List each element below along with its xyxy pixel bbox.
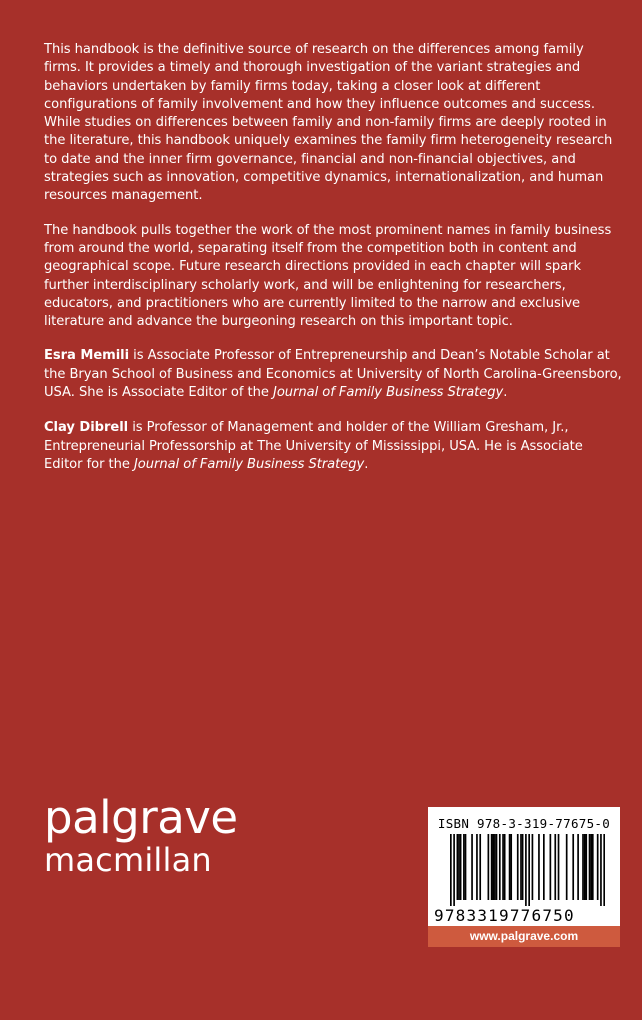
- blurb-paragraph-1: This handbook is the definitive source of research on the differences among family firms. It provides a timely and thorough investigation of the variant strategies and behaviors undertaken by family firms today, taking a closer look at different configurations of family involvement and how they influence outcomes and success. While studies on differences between family and non-family firms are deeply rooted in the literature, this handbook uniquely examines the family firm heterogeneity research to date and the inner firm governance, financial and non-financial objectives, and strategies such as innovation, competitive dynamics, internationalization, and human resources management.: [44, 42, 613, 204]
- barcode-bar: [603, 834, 605, 906]
- barcode-bar: [525, 834, 527, 906]
- barcode-bar: [577, 834, 579, 900]
- barcode-bar: [528, 834, 530, 906]
- author-bio-1-end: .: [503, 385, 508, 401]
- barcode-bar: [566, 834, 568, 900]
- barcode-bar: [585, 834, 587, 900]
- publisher-logo: [44, 791, 238, 879]
- barcode-bar: [589, 834, 591, 900]
- barcode-bar: [509, 834, 511, 900]
- author-bio-1-text: is Associate Professor of Entrepreneurship and Dean’s Notable Scholar at the Bryan School of Business and Economics at University of North Carolina-Greensboro, USA. She is Associate Editor of the: [44, 348, 622, 401]
- barcode-bar: [453, 834, 455, 906]
- publisher-url[interactable]: www.palgrave.com: [428, 926, 620, 947]
- barcode-bar: [502, 834, 504, 900]
- barcode-bar: [590, 834, 592, 900]
- barcode-bar: [517, 834, 519, 900]
- barcode-bar: [457, 834, 459, 900]
- barcode-bar: [582, 834, 584, 900]
- publisher-logo-line-2: macmillan: [44, 841, 212, 879]
- barcode-bar: [550, 834, 552, 900]
- barcode-bar: [496, 834, 498, 900]
- barcode-bar: [458, 834, 460, 900]
- author-bio-2-text: is Professor of Management and holder of the William Gresham, Jr., Entrepreneurial Professorship at The University of Mississippi, USA. He is Associate Editor for the: [44, 420, 583, 472]
- back-cover-blurb: [44, 41, 624, 491]
- barcode-bar: [572, 834, 574, 900]
- barcode-bar: [463, 834, 465, 900]
- author-bio-1: [44, 347, 624, 402]
- blurb-paragraph-2: The handbook pulls together the work of the most prominent names in family business from around the world, separating itself from the competition both in content and geographical scope. Future research directions provided in each chapter will spark further interdisciplinary scholarly work, and will be enlightening for researchers, educators, and practitioners who are currently limited to the narrow and exclusive literature and advance the burgeoning research on this important topic.: [44, 222, 612, 330]
- barcode-bar: [543, 834, 545, 900]
- barcode-bar: [476, 834, 478, 900]
- barcode-bar: [520, 834, 522, 900]
- barcode-bar: [592, 834, 594, 900]
- barcode-bar: [584, 834, 586, 900]
- barcode-bar: [538, 834, 540, 900]
- barcode-bar: [499, 834, 501, 900]
- barcode-bar: [492, 834, 494, 900]
- barcode-bar: [504, 834, 506, 900]
- barcode-bar: [450, 834, 452, 906]
- isbn-label: ISBN 978-3-319-77675-0: [437, 816, 611, 831]
- isbn-barcode: [428, 807, 620, 926]
- author-name-1: Esra Memili: [44, 348, 130, 364]
- publisher-logo-line-1: palgrave: [44, 791, 238, 844]
- barcode-bar: [522, 834, 524, 900]
- barcode-bar: [558, 834, 560, 900]
- barcode-bar: [510, 834, 512, 900]
- barcode-bar: [465, 834, 467, 900]
- barcode-bar: [532, 834, 534, 900]
- barcode-bar: [460, 834, 462, 900]
- author-bio-2-end: .: [364, 456, 369, 472]
- barcode-bar: [488, 834, 490, 900]
- barcode-bar: [597, 834, 599, 900]
- ean-digits: 9783319776750: [434, 906, 575, 925]
- author-name-2: Clay Dibrell: [44, 420, 129, 436]
- barcode-bar: [494, 834, 496, 900]
- barcode-bar: [600, 834, 602, 906]
- author-bio-2-journal: Journal of Family Business Strategy: [133, 456, 365, 472]
- barcode-bars: [450, 834, 605, 906]
- barcode-bar: [471, 834, 473, 900]
- barcode-bar: [479, 834, 481, 900]
- barcode-bar: [554, 834, 556, 900]
- author-bio-1-journal: Journal of Family Business Strategy: [273, 385, 504, 401]
- barcode-bar: [491, 834, 493, 900]
- author-bio-2: [44, 419, 624, 474]
